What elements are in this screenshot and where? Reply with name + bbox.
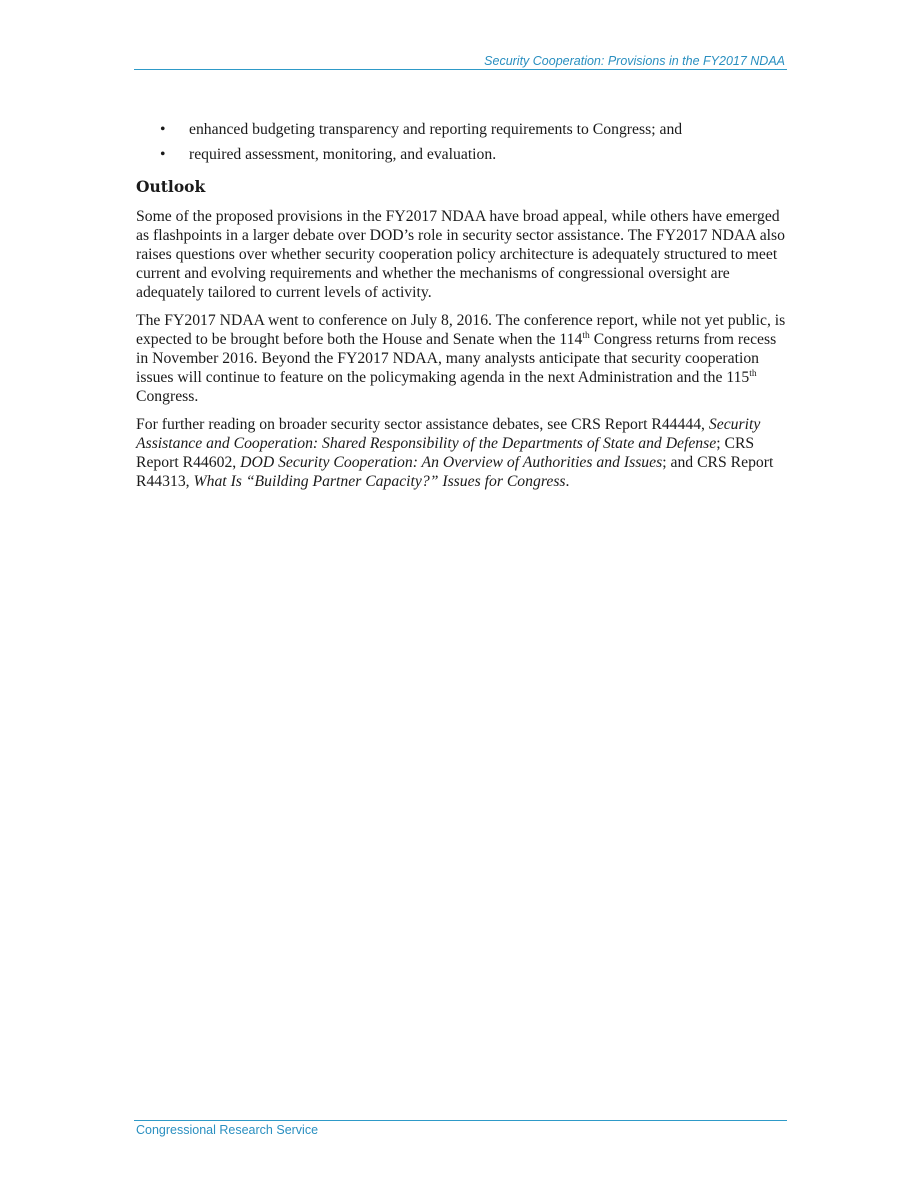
paragraph-3 xyxy=(136,415,788,492)
ordinal-suffix: th xyxy=(582,330,590,341)
paragraph-2-text: Congress returns from recess in November 2016. Beyond the FY2017 NDAA, many analysts anticipate that security cooperation issues will continue to feature on the policymaking agenda in the next Administration and the 115 xyxy=(136,330,777,387)
paragraph-3-text: . xyxy=(565,473,570,491)
bullet-text: enhanced budgeting transparency and reporting requirements to Congress; and xyxy=(189,121,683,138)
paragraph-2 xyxy=(136,311,788,407)
paragraph-2-text: Congress. xyxy=(136,388,199,406)
bullet-text: required assessment, monitoring, and evaluation. xyxy=(189,146,497,164)
report-title-r44444: Security Assistance and Cooperation: Shared Responsibility of the Departments of State and Defense xyxy=(136,415,761,452)
report-title-r44313: What Is “Building Partner Capacity?” Issues for Congress xyxy=(193,473,566,491)
page-header xyxy=(134,52,787,70)
list-item xyxy=(136,145,788,164)
document-body xyxy=(136,120,788,499)
paragraph-1: Some of the proposed provisions in the FY2017 NDAA have broad appeal, while others have emerged as flashpoints in a larger debate over DOD’s role in security sector assistance. The FY2017 NDAA also raises questions over whether security cooperation policy architecture is adequately structured to meet current and evolving requirements and whether the mechanisms of congressional oversight are adequately tailored to current levels of activity. xyxy=(136,207,785,302)
ordinal-suffix: th xyxy=(749,369,757,379)
report-title-r44602: DOD Security Cooperation: An Overview of Authorities and Issues xyxy=(240,454,663,472)
bullet-marker: • xyxy=(160,146,166,164)
list-item xyxy=(136,120,788,139)
section-heading-outlook: Outlook xyxy=(136,177,206,197)
footer-organization: Congressional Research Service xyxy=(136,1123,319,1137)
paragraph-3-text: ; CRS Report R44602, xyxy=(136,434,755,472)
paragraph-2-text: The FY2017 NDAA went to conference on July 8, 2016. The conference report, while not yet public, is expected to be brought before both the House and Senate when the 114 xyxy=(136,311,786,348)
paragraph-3-text: For further reading on broader security sector assistance debates, see CRS Report R44444, xyxy=(136,415,709,433)
running-title: Security Cooperation: Provisions in the FY2017 NDAA xyxy=(484,54,785,68)
bullet-list xyxy=(136,120,788,164)
bullet-marker: • xyxy=(160,121,166,138)
page-footer xyxy=(134,1120,787,1137)
paragraph-3-text: ; and CRS Report R44313, xyxy=(136,454,774,491)
